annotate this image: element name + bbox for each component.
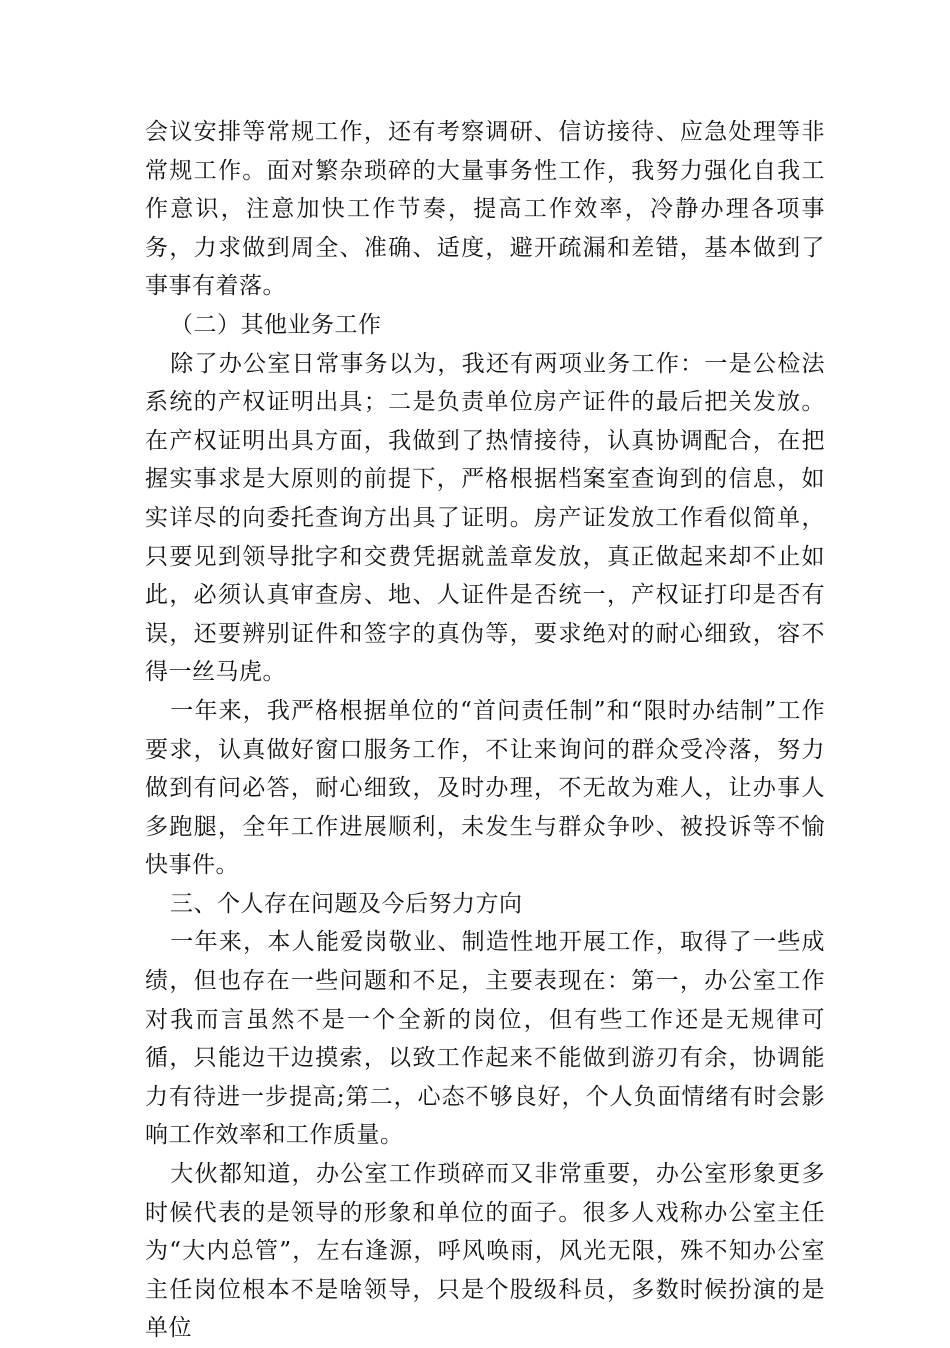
paragraph-business-work: 除了办公室日常事务以为，我还有两项业务工作：一是公检法系统的产权证明出具；二是负责单位房产证件的最后把关发放。在产权证明出具方面，我做到了热情接待，认真协调配合，在把握实事求是大原则的前提下，严格根据档案室查询到的信息，如实详尽的向委托查询方出具了证明。房产证发放工作看似简单，只要见到领导批字和交费凭据就盖章发放，真正做起来却不止如此，必须认真审查房、地、人证件是否统一，产权证打印是否有误，还要辨别证件和签字的真伪等，要求绝对的耐心细致，容不得一丝马虎。 [145, 350, 825, 686]
paragraph-window-service: 一年来，我严格根据单位的“首问责任制”和“限时办结制”工作要求，认真做好窗口服务工作，不让来询问的群众受冷落，努力做到有问必答，耐心细致，及时办理，不无故为难人，让办事人多跑腿，全年工作进展顺利，未发生与群众争吵、被投诉等不愉快事件。 [145, 697, 825, 879]
document-body [145, 113, 825, 1348]
paragraph-continued: 会议安排等常规工作，还有考察调研、信访接待、应急处理等非常规工作。面对繁杂琐碎的大量事务性工作，我努力强化自我工作意识，注意加快工作节奏，提高工作效率，冷静办理各项事务，力求做到周全、准确、适度，避开疏漏和差错，基本做到了事事有着落。 [145, 119, 825, 300]
paragraph-office-role: 大伙都知道，办公室工作琐碎而又非常重要，办公室形象更多时候代表的是领导的形象和单位的面子。很多人戏称办公室主任为“大内总管”，左右逢源，呼风唤雨，风光无限，殊不知办公室主任岗位根本不是啥领导，只是个股级科员，多数时候扮演的是单位 [145, 1161, 825, 1342]
section-heading-problems: 三、个人存在问题及今后努力方向 [170, 890, 523, 917]
paragraph-problems: 一年来，本人能爱岗敬业、制造性地开展工作，取得了一些成绩，但也存在一些问题和不足，主要表现在：第一，办公室工作对我而言虽然不是一个全新的岗位，但有些工作还是无规律可循，只能边干边摸索，以致工作起来不能做到游刃有余，协调能力有待进一步提高;第二，心态不够良好，个人负面情绪有时会影响工作效率和工作质量。 [145, 929, 825, 1149]
subheading-other-business: （二）其他业务工作 [170, 311, 382, 338]
